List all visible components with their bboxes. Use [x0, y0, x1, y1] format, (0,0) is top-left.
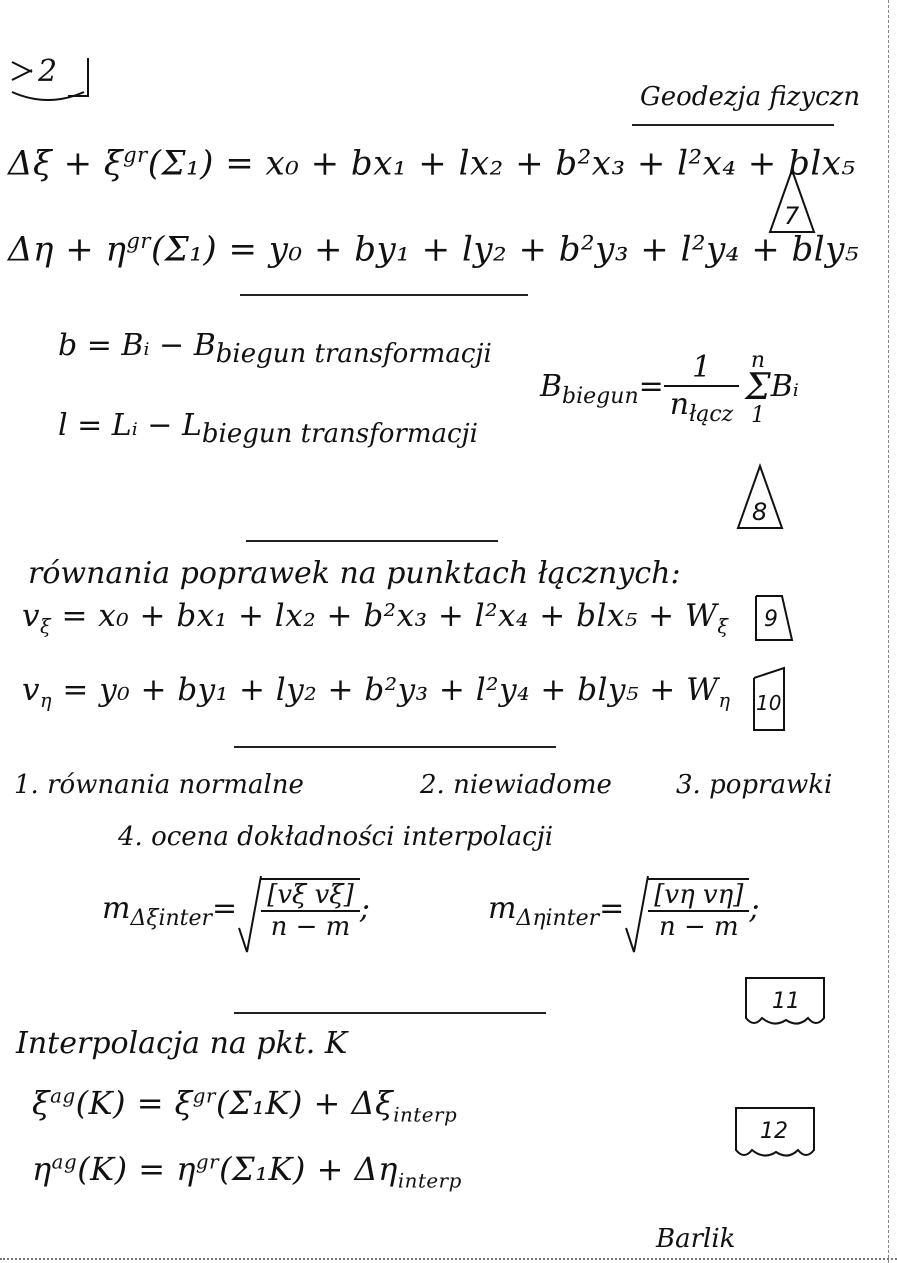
divider-2 [246, 540, 498, 542]
marker-10-box-icon [750, 664, 790, 734]
biegun-formula: $B_{biegun}=$ $\frac{1}{n_{łącz}}$ n Σ 1 Bᵢ [540, 348, 799, 428]
page-number-text: 2 [38, 54, 58, 89]
marker-11-box-icon [742, 974, 828, 1030]
equation-v-eta: $v_\eta = y_0 + by_1 + ly_2 + b^2y_3 + l^2y_4 + bly_5 + W_\eta$ [22, 672, 731, 713]
equation-xi-ag: $\xi^{ag}(K) = \xi^{gr}(\Sigma_1K) + \Delta\xi_{interp}$ [32, 1084, 458, 1127]
divider-3 [234, 746, 556, 748]
step-4: 4. ocena dokładności interpolacji [118, 822, 554, 852]
scan-bottom-edge [0, 1258, 897, 1260]
definition-b: b = Bᵢ − $B_{biegun transformacji}$ [58, 328, 492, 369]
equation-eta-ag: $\eta^{ag}(K) = \eta^{gr}(\Sigma_1K) + \Delta\eta_{interp}$ [32, 1150, 462, 1193]
header-underline [632, 124, 834, 126]
marker-10-text: 10 [756, 691, 782, 715]
interpolation-heading: Interpolacja na pkt. K [16, 1026, 348, 1061]
divider-1 [240, 294, 528, 296]
sqrt-xi-icon [237, 872, 263, 956]
step-1: 1. równania normalne [14, 770, 304, 800]
marker-7-triangle-icon [766, 166, 818, 236]
step-2: 2. niewiadome [420, 770, 612, 800]
accuracy-eta-formula: $m_{\Delta\eta inter}=$ $\frac{\text{[vη vη]}}{n - m}$ ; [488, 878, 759, 942]
definition-l: l = Lᵢ − $L_{biegun transformacji}$ [58, 408, 478, 449]
marker-9-text: 9 [764, 607, 778, 632]
biegun-fraction: $\frac{1}{n_{łącz}}$ [664, 350, 740, 427]
sqrt-xi: $\frac{\text{[vξ vξ]}}{n - m}$ [237, 878, 360, 942]
equation-eta: $\Delta\eta + \eta^{gr}(\Sigma_1) = y_0 + by_1 + ly_2 + b^2y_3 + l^2y_4 + bly_5$ [8, 228, 860, 270]
marker-12-text: 12 [760, 1119, 788, 1144]
marker-12-box-icon [732, 1104, 818, 1162]
sqrt-eta: $\frac{\text{[vη vη]}}{n - m}$ [624, 878, 749, 942]
marker-9-box-icon [752, 592, 796, 644]
marker-8-triangle-icon [734, 462, 786, 532]
step-3: 3. poprawki [676, 770, 833, 800]
sqrt-eta-icon [624, 872, 650, 956]
equation-v-xi: $v_\xi = x_0 + bx_1 + lx_2 + b^2x_3 + l^2x_4 + blx_5 + W_\xi$ [22, 598, 729, 639]
header-title [640, 82, 860, 112]
equation-xi: $\Delta\xi + \xi^{gr}(\Sigma_1) = x_0 + bx_1 + lx_2 + b^2x_3 + l^2x_4 + blx_5$ [8, 142, 856, 184]
corrections-heading: równania poprawek na punktach łącznych: [28, 556, 681, 591]
sum-symbol: n Σ 1 [745, 348, 771, 428]
marker-7-text: 7 [784, 202, 800, 230]
marker-11-text: 11 [772, 989, 800, 1014]
header-title-text: Geodezja fizyczn [640, 82, 861, 112]
marker-8-text: 8 [752, 498, 768, 526]
accuracy-xi-formula: $m_{\Delta\xi inter}=$ $\frac{\text{[vξ vξ]}}{n - m}$ ; [102, 878, 370, 942]
signature: Barlik [656, 1224, 736, 1254]
scan-edge-line [888, 0, 889, 1263]
divider-4 [234, 1012, 546, 1014]
